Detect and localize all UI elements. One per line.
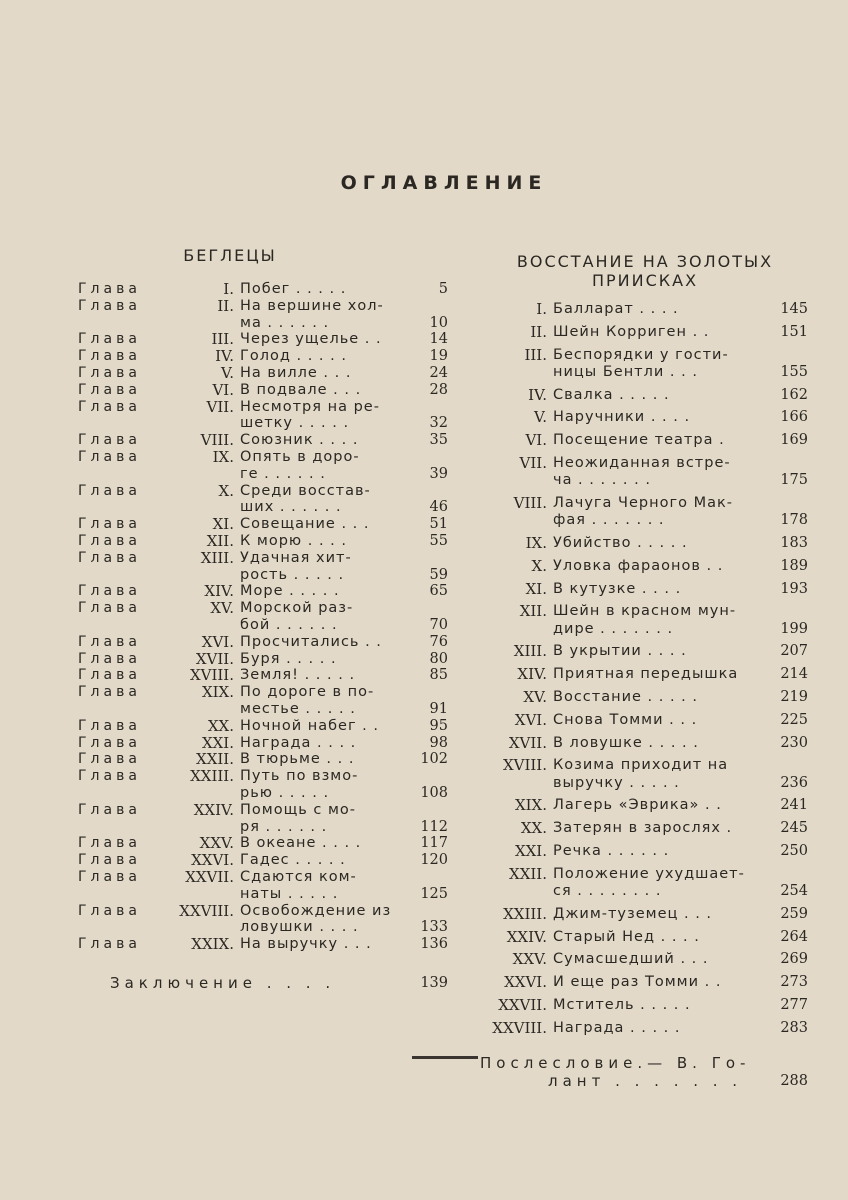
chapter-page: 102 — [420, 751, 448, 768]
chapter-label: Глава — [78, 600, 141, 617]
chapter-page: 76 — [429, 633, 448, 650]
afterword-page: 288 — [780, 1072, 808, 1089]
chapter-number: II. — [530, 322, 547, 341]
chapter-page: 225 — [780, 711, 808, 728]
chapter-title: Побег . . . . . — [240, 281, 347, 297]
chapter-label: Глава — [78, 869, 141, 885]
chapter-page: 19 — [429, 348, 448, 365]
chapter-number: XIII. — [513, 642, 547, 661]
chapter-title: Джим-туземец . . . — [553, 905, 713, 922]
chapter-number: XIX. — [201, 683, 234, 702]
chapter-title: Восстание . . . . . — [553, 689, 699, 705]
chapter-page: 193 — [780, 580, 808, 597]
chapter-title: Путь по взмо- — [240, 768, 359, 785]
chapter-title: Сумасшедший . . . — [553, 951, 709, 968]
chapter-label: Глава — [78, 583, 141, 600]
chapter-title: Беспорядки у гости- — [553, 346, 729, 363]
chapter-label: Глава — [78, 751, 141, 768]
chapter-number: XX. — [207, 716, 234, 735]
chapter-number: V. — [534, 408, 547, 427]
right-part-title — [500, 252, 790, 290]
chapter-number: XXVIII. — [179, 901, 234, 920]
chapter-title: Морской раз- — [240, 600, 354, 617]
chapter-page: 35 — [429, 432, 448, 449]
chapter-number: III. — [524, 345, 547, 364]
chapter-number: XVIII. — [502, 756, 547, 775]
chapter-label: Глава — [78, 365, 141, 381]
chapter-title: Награда . . . . — [240, 734, 357, 751]
chapter-number: XVI. — [514, 710, 547, 729]
chapter-label: Глава — [78, 936, 141, 953]
chapter-title: Через ущелье . . — [240, 331, 382, 348]
chapter-page: 70 — [429, 617, 448, 633]
chapter-title: В кутузке . . . . — [553, 580, 682, 597]
conclusion-title: Заключение . . . . — [110, 974, 336, 992]
conclusion-page: 139 — [420, 975, 448, 991]
afterword-title: Послесловие.— В. Го- — [480, 1053, 751, 1072]
chapter-page: 175 — [780, 472, 808, 489]
afterword-title: лант . . . . . . . — [548, 1071, 743, 1090]
chapter-page: 91 — [429, 701, 448, 717]
chapter-number: XXIV. — [193, 800, 234, 819]
chapter-title: фая . . . . . . . — [553, 512, 665, 529]
chapter-label: Глава — [78, 331, 141, 348]
chapter-title: Буря . . . . . — [240, 650, 337, 667]
chapter-number: I. — [223, 280, 234, 298]
chapter-number: I. — [536, 300, 547, 318]
chapter-number: XVII. — [508, 733, 547, 752]
left-part-title-text: БЕГЛЕЦЫ — [183, 246, 277, 265]
chapter-page: 85 — [429, 667, 448, 684]
chapter-title: Шейн Корриген . . — [553, 323, 710, 340]
chapter-page: 136 — [420, 936, 448, 953]
chapter-page: 120 — [420, 852, 448, 869]
chapter-title: Наручники . . . . — [553, 409, 691, 426]
chapter-page: 145 — [780, 301, 808, 317]
chapter-label: Глава — [78, 633, 141, 650]
chapter-title: В подвале . . . — [240, 381, 362, 398]
chapter-page: 273 — [780, 974, 808, 991]
chapter-number: XVIII. — [189, 666, 234, 685]
page-title: ОГЛАВЛЕНИЕ — [340, 172, 548, 194]
chapter-page: 5 — [438, 281, 448, 297]
chapter-label: Глава — [78, 852, 141, 869]
chapter-number: VII. — [519, 454, 547, 472]
chapter-title: На выручку . . . — [240, 936, 372, 953]
chapter-title: Убийство . . . . . — [553, 535, 688, 551]
chapter-title: ницы Бентли . . . — [553, 363, 698, 380]
chapter-page: 151 — [780, 323, 808, 340]
chapter-label: Глава — [78, 549, 141, 566]
chapter-page: 14 — [429, 331, 448, 348]
chapter-title: ся . . . . . . . . — [553, 883, 662, 899]
chapter-number: VIII. — [200, 431, 234, 450]
chapter-title: Опять в доро- — [240, 449, 360, 465]
chapter-number: IX. — [525, 534, 547, 552]
chapter-number: X. — [531, 556, 547, 575]
chapter-title: Награда . . . . . — [553, 1019, 681, 1036]
chapter-title: Ночной набег . . — [240, 717, 380, 734]
chapter-title: Земля! . . . . . — [240, 667, 356, 684]
chapter-page: 245 — [780, 820, 808, 837]
chapter-title: ге . . . . . . — [240, 465, 326, 482]
chapter-page: 178 — [780, 512, 808, 529]
chapter-label: Глава — [78, 734, 141, 751]
chapter-number: XV. — [210, 599, 234, 618]
chapter-number: XXII. — [196, 750, 234, 769]
chapter-page: 28 — [429, 381, 448, 398]
chapter-page: 155 — [780, 363, 808, 380]
chapter-title: По дороге в по- — [240, 684, 375, 701]
chapter-title: В ловушке . . . . . — [553, 734, 699, 751]
chapter-page: 189 — [780, 557, 808, 574]
chapter-title: бой . . . . . . — [240, 617, 338, 633]
chapter-title: Неожиданная встре- — [553, 455, 731, 471]
chapter-page: 162 — [780, 386, 808, 403]
chapter-number: XVII. — [195, 649, 234, 668]
chapter-title: Положение ухудшает- — [553, 865, 745, 882]
chapter-number: XIV. — [204, 582, 234, 601]
chapter-label: Глава — [78, 902, 141, 919]
chapter-page: 241 — [780, 797, 808, 814]
chapter-page: 59 — [429, 566, 448, 583]
chapter-number: XXIII. — [190, 767, 234, 786]
chapter-page: 166 — [780, 409, 808, 426]
chapter-title: Приятная передышка — [553, 666, 739, 683]
chapter-number: IX. — [212, 448, 234, 466]
chapter-page: 80 — [429, 650, 448, 667]
chapter-number: XXIX. — [191, 935, 234, 954]
chapter-page: 207 — [780, 643, 808, 660]
chapter-page: 283 — [780, 1019, 808, 1036]
chapter-title: Море . . . . . — [240, 583, 340, 600]
chapter-number: IV. — [528, 385, 547, 404]
chapter-title: Несмотря на ре- — [240, 398, 380, 415]
chapter-number: XII. — [206, 532, 234, 550]
right-part-title-line-2: ПРИИСКАХ — [591, 271, 699, 290]
chapter-title: Удачная хит- — [240, 549, 352, 566]
left-part-title — [150, 246, 310, 265]
chapter-title: Уловка фараонов . . — [553, 557, 724, 574]
chapter-number: XII. — [519, 602, 547, 621]
chapter-page: 199 — [780, 620, 808, 637]
chapter-label: Глава — [78, 482, 141, 499]
chapter-title: Лагерь «Эврика» . . — [553, 797, 722, 814]
chapter-number: XVI. — [201, 632, 234, 651]
chapter-title: Среди восстав- — [240, 482, 371, 499]
chapter-title: ма . . . . . . — [240, 314, 330, 331]
chapter-number: II. — [217, 296, 234, 315]
chapter-title: Мститель . . . . . — [553, 997, 691, 1013]
chapter-page: 264 — [780, 928, 808, 945]
chapter-label: Глава — [78, 432, 141, 449]
chapter-page: 32 — [429, 415, 448, 432]
chapter-number: VI. — [525, 431, 547, 450]
chapter-title: ших . . . . . . — [240, 499, 342, 516]
chapter-page: 108 — [420, 785, 448, 801]
chapter-number: V. — [221, 364, 234, 382]
chapter-number: XIX. — [514, 796, 547, 815]
chapter-label: Глава — [78, 717, 141, 734]
chapter-number: III. — [211, 330, 234, 349]
chapter-label: Глава — [78, 768, 141, 785]
chapter-number: XXVI. — [504, 973, 547, 992]
chapter-number: VII. — [206, 397, 234, 416]
chapter-title: И еще раз Томми . . — [553, 974, 722, 991]
chapter-page: 117 — [420, 835, 448, 852]
chapter-title: ча . . . . . . . — [553, 472, 651, 489]
chapter-page: 219 — [780, 689, 808, 705]
chapter-title: шетку . . . . . — [240, 415, 350, 432]
chapter-title: Посещение театра . — [553, 432, 725, 449]
chapter-title: наты . . . . . — [240, 885, 339, 902]
chapter-title: Козима приходит на — [553, 757, 729, 774]
chapter-page: 254 — [780, 883, 808, 899]
right-part-title-line-1: ВОССТАНИЕ НА ЗОЛОТЫХ — [516, 252, 774, 271]
chapter-number: XXVI. — [191, 851, 234, 870]
chapter-page: 46 — [429, 499, 448, 516]
chapter-title: рость . . . . . — [240, 566, 345, 583]
chapter-title: Свалка . . . . . — [553, 386, 670, 403]
chapter-page: 183 — [780, 535, 808, 551]
chapter-label: Глава — [78, 650, 141, 667]
chapter-title: Помощь с мо- — [240, 801, 357, 818]
chapter-title: Просчитались . . — [240, 633, 382, 650]
chapter-number: XXVII. — [185, 868, 234, 886]
chapter-page: 98 — [429, 734, 448, 751]
chapter-number: XXV. — [512, 950, 547, 969]
chapter-title: дире . . . . . . . — [553, 620, 674, 637]
chapter-title: На вилле . . . — [240, 365, 352, 381]
chapter-page: 230 — [780, 734, 808, 751]
chapter-number: XIV. — [517, 665, 547, 684]
chapter-title: На вершине хол- — [240, 297, 384, 314]
chapter-title: ловушки . . . . — [240, 919, 359, 936]
chapter-title: Голод . . . . . — [240, 348, 347, 365]
chapter-title: Союзник . . . . — [240, 432, 359, 449]
chapter-page: 269 — [780, 951, 808, 968]
chapter-title: Старый Нед . . . . — [553, 928, 700, 945]
chapter-page: 55 — [429, 533, 448, 549]
chapter-title: Затерян в зарослях . — [553, 820, 733, 837]
chapter-label: Глава — [78, 684, 141, 701]
chapter-title: К морю . . . . — [240, 533, 347, 549]
chapter-title: Совещание . . . — [240, 516, 370, 533]
chapter-page: 214 — [780, 666, 808, 683]
chapter-page: 277 — [780, 997, 808, 1013]
chapter-number: XIII. — [200, 548, 234, 567]
chapter-page: 51 — [429, 516, 448, 533]
chapter-label: Глава — [78, 449, 141, 465]
chapter-label: Глава — [78, 398, 141, 415]
chapter-page: 169 — [780, 432, 808, 449]
chapter-number: XV. — [523, 688, 547, 706]
chapter-number: VI. — [212, 380, 234, 399]
chapter-page: 250 — [780, 843, 808, 859]
chapter-number: XXIV. — [506, 927, 547, 946]
chapter-number: XXV. — [199, 834, 234, 853]
chapter-title: Балларат . . . . — [553, 301, 679, 317]
chapter-number: XXI. — [201, 733, 234, 752]
chapter-number: XI. — [212, 515, 234, 534]
chapter-label: Глава — [78, 801, 141, 818]
chapter-number: IV. — [215, 347, 234, 366]
chapter-label: Глава — [78, 297, 141, 314]
chapter-title: ря . . . . . . — [240, 818, 328, 835]
chapter-number: XXI. — [514, 842, 547, 860]
chapter-label: Глава — [78, 348, 141, 365]
chapter-page: 259 — [780, 905, 808, 922]
chapter-title: Лачуга Черного Мак- — [553, 495, 733, 511]
chapter-title: Сдаются ком- — [240, 869, 357, 885]
chapter-title: Снова Томми . . . — [553, 711, 698, 728]
chapter-number: XXII. — [509, 864, 547, 883]
chapter-title: Гадес . . . . . — [240, 852, 346, 869]
chapter-title: В океане . . . . — [240, 835, 362, 852]
chapter-number: XI. — [525, 579, 547, 598]
chapter-title: выручку . . . . . — [553, 774, 680, 791]
chapter-title: В тюрьме . . . — [240, 751, 355, 768]
chapter-label: Глава — [78, 516, 141, 533]
chapter-title: Шейн в красном мун- — [553, 603, 737, 620]
chapter-page: 133 — [420, 919, 448, 936]
chapter-number: VIII. — [513, 494, 547, 512]
chapter-page: 236 — [780, 774, 808, 791]
chapter-label: Глава — [78, 667, 141, 684]
chapter-page: 24 — [429, 365, 448, 381]
chapter-label: Глава — [78, 835, 141, 852]
chapter-title: В укрытии . . . . — [553, 643, 687, 660]
chapter-title: Речка . . . . . . — [553, 843, 670, 859]
chapter-page: 65 — [429, 583, 448, 600]
chapter-number: XXIII. — [503, 904, 547, 923]
chapter-number: XXVIII. — [492, 1018, 547, 1037]
chapter-title: Освобождение из — [240, 902, 392, 919]
chapter-page: 125 — [420, 885, 448, 902]
chapter-number: X. — [218, 481, 234, 500]
chapter-page: 39 — [429, 465, 448, 482]
chapter-page: 112 — [420, 818, 448, 835]
chapter-label: Глава — [78, 533, 141, 549]
chapter-number: XXVII. — [498, 996, 547, 1014]
chapter-page: 10 — [429, 314, 448, 331]
chapter-title: рью . . . . . — [240, 785, 330, 801]
chapter-label: Глава — [78, 281, 141, 297]
divider-rule — [412, 1056, 478, 1059]
chapter-page: 95 — [429, 717, 448, 734]
chapter-number: XX. — [520, 819, 547, 838]
chapter-label: Глава — [78, 381, 141, 398]
chapter-title: местье . . . . . — [240, 701, 356, 717]
